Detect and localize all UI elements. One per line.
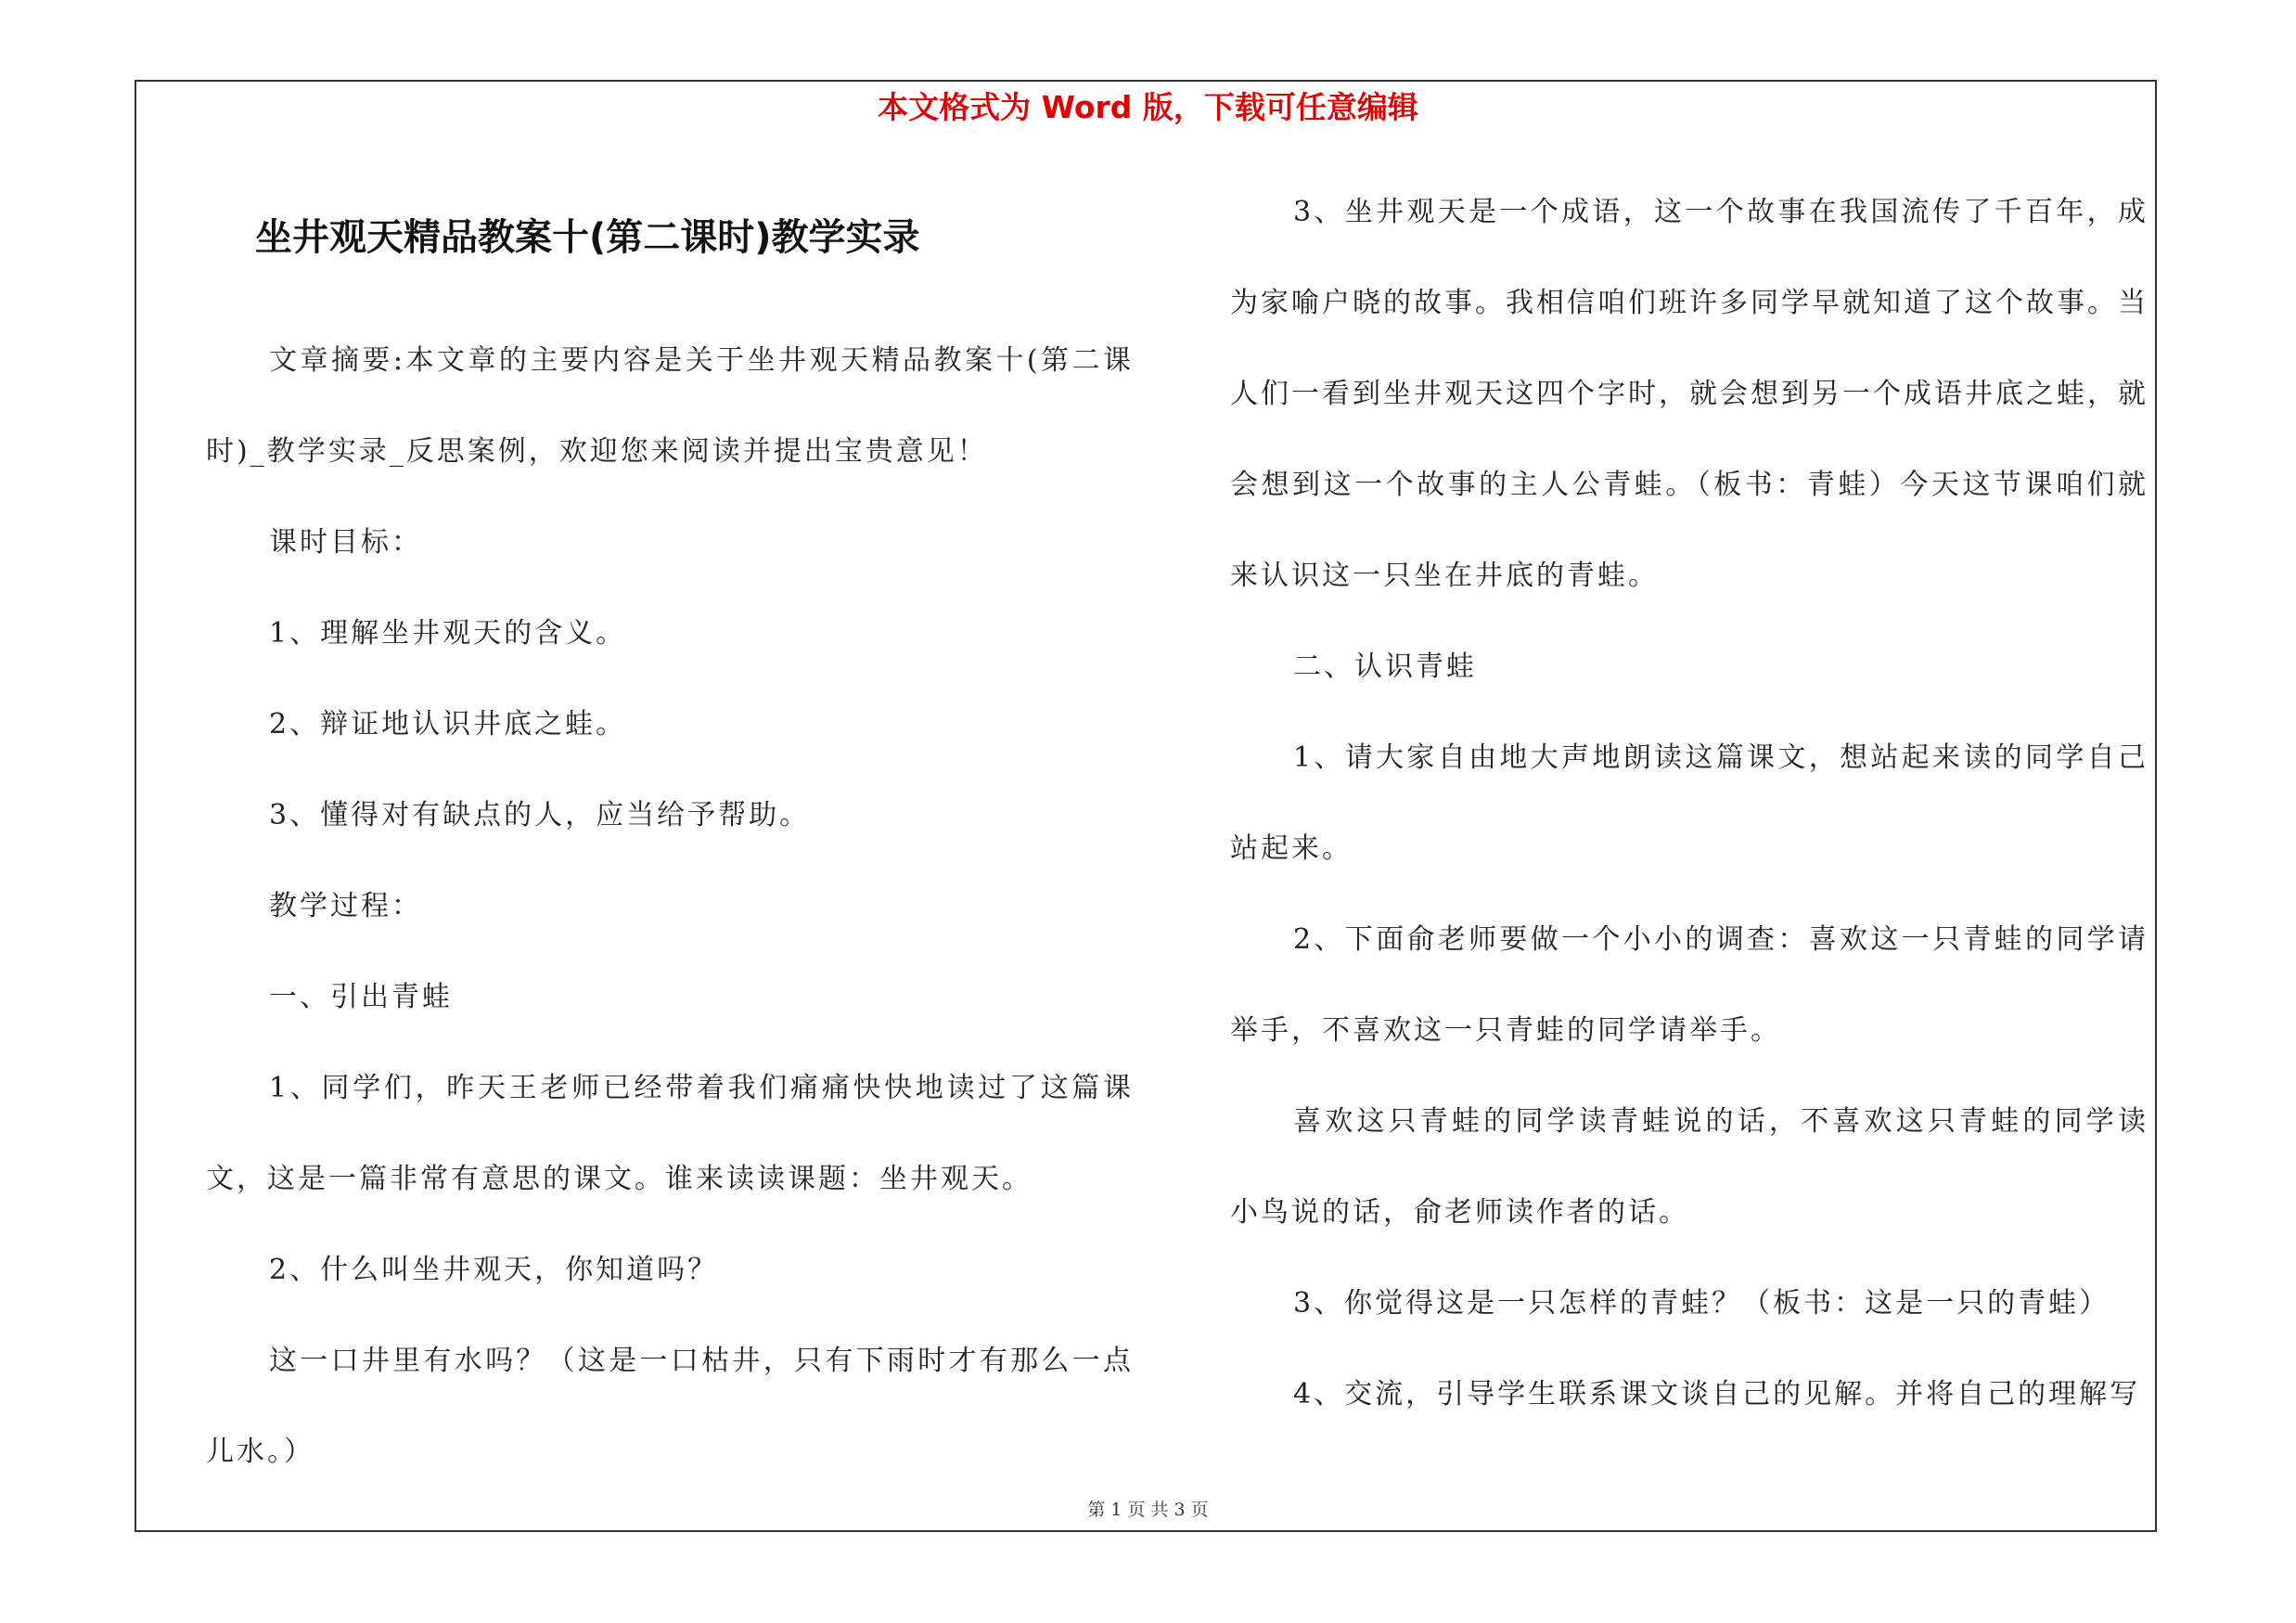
body-paragraph: 这一口井里有水吗？（这是一口枯井，只有下雨时才有那么一点儿水。） <box>206 1345 1134 1468</box>
body-paragraph: 1、同学们，昨天王老师已经带着我们痛痛快快地读过了这篇课文，这是一篇非常有意思的课文。谁来读读课题：坐井观天。 <box>206 1072 1134 1195</box>
objective-item: 3、懂得对有缺点的人，应当给予帮助。 <box>269 799 811 831</box>
abstract-paragraph: 文章摘要:本文章的主要内容是关于坐井观天精品教案十(第二课时)_教学实录_反思案例，欢迎您来阅读并提出宝贵意见！ <box>206 344 1134 468</box>
objectives-heading: 课时目标： <box>269 526 422 559</box>
section-heading: 一、引出青蛙 <box>269 981 453 1013</box>
body-paragraph: 4、交流，引导学生联系课文谈自己的见解。并将自己的理解写 <box>1293 1378 2141 1410</box>
body-paragraph: 3、坐井观天是一个成语，这一个故事在我国流传了千百年，成为家喻户晓的故事。我相信咱们班许多同学早就知道了这个故事。当人们一看到坐井观天这四个字时，就会想到另一个成语井底之蛙，就会想到这一个故事的主人公青蛙。（板书：青蛙）今天这节课咱们就来认识这一只坐在井底的青蛙。 <box>1230 196 2148 592</box>
page-number-footer: 第 1 页 共 3 页 <box>1087 1500 1209 1520</box>
document-title: 坐井观天精品教案十(第二课时)教学实录 <box>255 216 920 259</box>
objective-item: 1、理解坐井观天的含义。 <box>269 617 627 650</box>
objective-item: 2、辩证地认识井底之蛙。 <box>269 708 627 741</box>
body-paragraph: 2、下面俞老师要做一个小小的调查：喜欢这一只青蛙的同学请举手，不喜欢这一只青蛙的同学请举手。 <box>1230 923 2148 1047</box>
body-paragraph: 1、请大家自由地大声地朗读这篇课文，想站起来读的同学自己站起来。 <box>1230 741 2148 865</box>
section-heading: 二、认识青蛙 <box>1293 650 1477 683</box>
body-paragraph: 喜欢这只青蛙的同学读青蛙说的话，不喜欢这只青蛙的同学读小鸟说的话，俞老师读作者的话。 <box>1230 1105 2148 1229</box>
process-heading: 教学过程： <box>269 890 422 922</box>
body-paragraph: 2、什么叫坐井观天，你知道吗？ <box>269 1254 719 1286</box>
body-paragraph: 3、你觉得这是一只怎样的青蛙？（板书：这是一只的青蛙） <box>1293 1287 2110 1320</box>
word-format-banner: 本文格式为 Word 版，下载可任意编辑 <box>878 89 1418 125</box>
